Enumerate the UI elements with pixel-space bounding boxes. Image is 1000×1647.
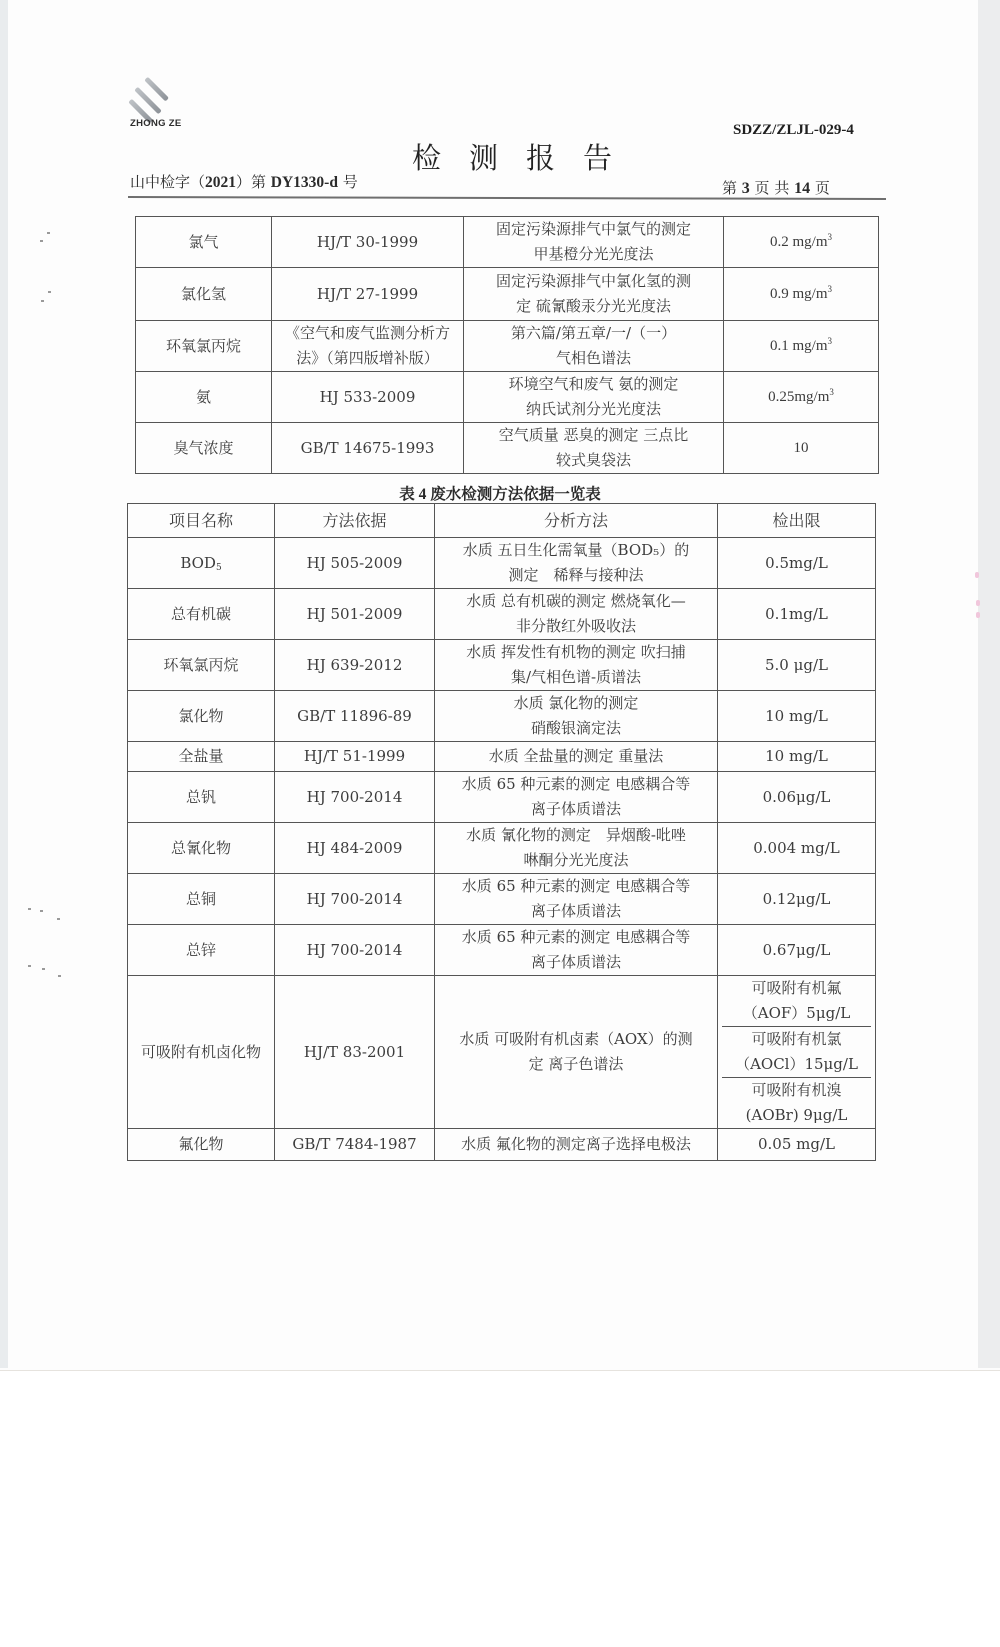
sub-limit [722, 1027, 871, 1078]
method-line: 水质 氰化物的测定 异烟酸-吡唑 [466, 826, 686, 844]
table-row [128, 823, 876, 874]
item-name: 环氧氯丙烷 [163, 655, 239, 674]
standard-cell: GB/T 14675-1993 [272, 423, 464, 474]
method-line: 空气质量 恶臭的测定 三点比 [498, 426, 689, 444]
table-row [136, 423, 879, 474]
table-row [136, 268, 879, 321]
method-line: 硝酸银滴定法 [530, 719, 621, 737]
limit-value: 10 [793, 439, 809, 456]
seal-bleed-mark [976, 600, 980, 606]
method-line: 离子体质谱法 [530, 902, 621, 920]
method-cell [435, 691, 718, 742]
scan-speck [57, 918, 60, 920]
detection-limit-cell: 0.004 mg/L [718, 823, 876, 874]
limit-unit-exponent: 3 [827, 335, 832, 346]
method-line: 测定 稀释与接种法 [508, 566, 644, 584]
method-cell [435, 589, 718, 640]
standard-cell: HJ/T 27-1999 [272, 268, 464, 321]
scan-speck [41, 300, 44, 302]
sub-limit-name: 可吸附有机溴 [751, 1081, 842, 1099]
detection-limit-cell [724, 321, 879, 372]
scan-speck [42, 968, 45, 970]
method-cell [435, 640, 718, 691]
sub-limit-value: （AOCl）15μg/L [735, 1055, 858, 1073]
method-line: 环境空气和废气 氨的测定 [508, 375, 679, 393]
method-cell [435, 772, 718, 823]
standard-cell: GB/T 7484-1987 [275, 1129, 435, 1161]
item-name-cell [128, 874, 275, 925]
item-name-cell: 氯气 [136, 217, 272, 268]
item-name-cell [128, 691, 275, 742]
limit-value: 0.9 mg/m [769, 285, 828, 302]
method-line: 定 离子色谱法 [528, 1055, 624, 1073]
header-standard: 方法依据 [275, 504, 435, 538]
item-name: 总氰化物 [170, 838, 231, 857]
standard-cell: HJ 501-2009 [275, 589, 435, 640]
table-row [128, 640, 876, 691]
table-row [128, 589, 876, 640]
method-line: 气相色谱法 [555, 349, 631, 367]
standard-cell: HJ/T 30-1999 [272, 217, 464, 268]
scan-speck [58, 975, 61, 977]
method-cell [464, 217, 724, 268]
limit-value: 0.2 mg/m [769, 233, 828, 250]
method-cell [464, 423, 724, 474]
method-line: 集/气相色谱-质谱法 [510, 668, 642, 686]
item-name-cell [128, 823, 275, 874]
method-line: 啉酮分光光度法 [523, 851, 629, 869]
seal-bleed-mark [976, 612, 980, 618]
sub-limit-name: 可吸附有机氟 [751, 979, 842, 997]
item-subscript: 5 [215, 562, 222, 573]
item-name: 氯化物 [178, 706, 224, 725]
standard-cell: HJ 700-2014 [275, 874, 435, 925]
method-cell [464, 372, 724, 423]
detection-limit-cell [724, 423, 879, 474]
method-line: 离子体质谱法 [530, 800, 621, 818]
method-cell [464, 268, 724, 321]
detection-limit-cell: 0.67μg/L [718, 925, 876, 976]
method-line: 水质 65 种元素的测定 电感耦合等 [461, 877, 691, 895]
detection-limit-cell [724, 217, 879, 268]
header-detection-limit: 检出限 [718, 504, 876, 538]
sub-limit-name: 可吸附有机氯 [751, 1030, 842, 1048]
item-name-cell [128, 742, 275, 772]
method-cell [435, 823, 718, 874]
item-name: 总锌 [185, 940, 216, 959]
standard-cell: HJ 700-2014 [275, 925, 435, 976]
document-code: SDZZ/ZLJL-029-4 [733, 122, 854, 138]
item-name: 全盐量 [178, 747, 224, 765]
logo-text: ZHONG ZE [130, 118, 182, 129]
method-line: 水质 65 种元素的测定 电感耦合等 [461, 928, 691, 946]
scan-speck [28, 965, 31, 967]
air-methods-table [135, 216, 879, 474]
method-line: 水质 全盐量的测定 重量法 [488, 747, 664, 765]
limit-value: 0.1 mg/m [769, 337, 828, 354]
limit-value: 0.25mg/m [768, 388, 830, 405]
item-name: 可吸附有机卤化物 [140, 1042, 261, 1061]
method-line: 水质 总有机碳的测定 燃烧氧化— [466, 592, 686, 610]
table-row [136, 372, 879, 423]
item-name-cell: 氯化氢 [136, 268, 272, 321]
method-line: 水质 氟化物的测定离子选择电极法 [461, 1135, 691, 1153]
standard-cell: HJ 484-2009 [275, 823, 435, 874]
scan-edge-right [978, 0, 1000, 1368]
standard-cell: HJ 505-2009 [275, 538, 435, 589]
detection-limit-cell [724, 268, 879, 321]
table-header-row [128, 504, 876, 538]
method-cell [435, 1129, 718, 1161]
table-row [128, 742, 876, 772]
method-line: 较式臭袋法 [555, 451, 631, 469]
sub-limit [722, 1078, 871, 1128]
item-name-cell [128, 1129, 275, 1161]
method-line: 甲基橙分光光度法 [533, 245, 654, 263]
standard-cell: HJ/T 83-2001 [275, 976, 435, 1129]
seal-bleed-mark [975, 572, 979, 578]
detection-limit-cell [724, 372, 879, 423]
scan-speck [40, 240, 43, 242]
detection-limit-cell: 0.5mg/L [718, 538, 876, 589]
detection-limit-cell: 0.05 mg/L [718, 1129, 876, 1161]
table-row [128, 1129, 876, 1161]
item-name-cell: 氨 [136, 372, 272, 423]
limit-unit-exponent: 3 [829, 386, 834, 397]
table-row [136, 217, 879, 268]
item-name: 氟化物 [178, 1135, 224, 1153]
table-row [128, 925, 876, 976]
standard-cell: HJ 639-2012 [275, 640, 435, 691]
detection-limit-cell: 0.12μg/L [718, 874, 876, 925]
table-caption: 表 4 废水检测方法依据一览表 [399, 486, 601, 503]
method-cell [435, 874, 718, 925]
standard-cell: HJ/T 51-1999 [275, 742, 435, 772]
item-name-cell: 环氧氯丙烷 [136, 321, 272, 372]
detection-limit-cell: 10 mg/L [718, 742, 876, 772]
method-cell [464, 321, 724, 372]
header-method: 分析方法 [435, 504, 718, 538]
scan-speck [28, 908, 31, 910]
table-row [136, 321, 879, 372]
item-name: 总钒 [185, 787, 216, 806]
detection-limit-cell: 0.1mg/L [718, 589, 876, 640]
method-line: 第六篇/第五章/一/（一） [510, 324, 677, 342]
table-row [128, 772, 876, 823]
table-row [128, 874, 876, 925]
limit-unit-exponent: 3 [827, 231, 832, 242]
document-title: 检测报告 [411, 143, 640, 175]
detection-limit-cell: 5.0 μg/L [718, 640, 876, 691]
item-name: 总铜 [185, 889, 216, 908]
page-number: 第 3 页 共 14 页 [722, 179, 830, 197]
item-name: BOD [180, 553, 216, 572]
method-line: 离子体质谱法 [530, 953, 621, 971]
table-row [128, 976, 876, 1129]
item-name-cell [128, 772, 275, 823]
limit-unit-exponent: 3 [827, 283, 832, 294]
item-name-cell [128, 589, 275, 640]
item-name-cell [128, 976, 275, 1129]
item-name: 总有机碳 [170, 604, 231, 623]
sub-limit-value: （AOF）5μg/L [742, 1004, 851, 1022]
scan-speck [40, 910, 43, 912]
standard-cell: HJ 700-2014 [275, 772, 435, 823]
method-cell [435, 538, 718, 589]
standard-cell: 《空气和废气监测分析方法》（第四版增补版） [272, 321, 464, 372]
scan-edge-left [0, 0, 8, 1368]
item-name-cell [128, 925, 275, 976]
method-cell [435, 925, 718, 976]
method-line: 水质 65 种元素的测定 电感耦合等 [461, 775, 691, 793]
table-row [128, 538, 876, 589]
header-item-name: 项目名称 [128, 504, 275, 538]
detection-limit-cell: 0.06μg/L [718, 772, 876, 823]
water-methods-table [127, 503, 876, 1161]
item-name-cell [128, 640, 275, 691]
method-line: 固定污染源排气中氯化氢的测 [495, 272, 691, 290]
method-cell [435, 976, 718, 1129]
method-line: 纳氏试剂分光光度法 [525, 400, 661, 418]
method-line: 水质 挥发性有机物的测定 吹扫捕 [466, 643, 686, 661]
item-name-cell: 臭气浓度 [136, 423, 272, 474]
detection-limit-cell: 10 mg/L [718, 691, 876, 742]
method-line: 水质 可吸附有机卤素（AOX）的测 [459, 1030, 693, 1048]
method-line: 定 硫氰酸汞分光光度法 [516, 297, 671, 315]
sub-limit-value: (AOBr) 9μg/L [745, 1106, 848, 1124]
sub-limit [722, 976, 871, 1027]
detection-limit-cell [718, 976, 876, 1129]
item-name-cell [128, 538, 275, 589]
method-line: 固定污染源排气中氯气的测定 [495, 220, 691, 238]
scan-speck [48, 291, 51, 293]
report-number: 山中检字（2021）第 DY1330-d 号 [130, 173, 358, 191]
method-line: 非分散红外吸收法 [515, 617, 636, 635]
standard-cell: HJ 533-2009 [272, 372, 464, 423]
scan-speck [47, 232, 50, 234]
table-row [128, 691, 876, 742]
method-cell [435, 742, 718, 772]
standard-cell: GB/T 11896-89 [275, 691, 435, 742]
method-line: 水质 氯化物的测定 [513, 694, 639, 712]
method-line: 水质 五日生化需氧量（BOD₅）的 [462, 541, 690, 559]
